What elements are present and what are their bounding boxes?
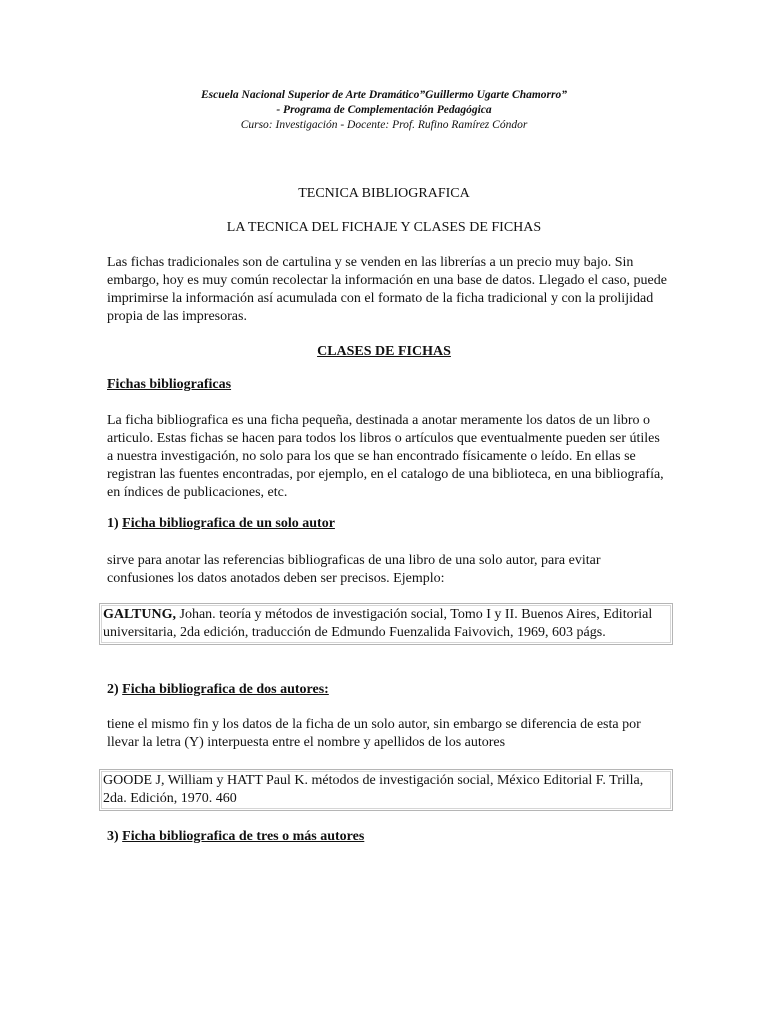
clases-heading: CLASES DE FICHAS [317,344,451,359]
fichas-heading [107,377,231,393]
section3-title: Ficha bibliografica de tres o más autores [122,829,365,844]
section1-title: Ficha bibliografica de un solo autor [122,516,335,531]
section1-example-author: GALTUNG, [103,607,177,622]
section3-number: 3) [107,829,119,844]
section1-example-box [99,603,673,645]
section2-example-text: GOODE J, William y HATT Paul K. métodos de investigación social, México Editorial F. Trilla, 2da. Edición, 1970. 460 [103,773,644,806]
section2-paragraph: tiene el mismo fin y los datos de la ficha de un solo autor, sin embargo se diferencia de esta por llevar la letra (Y) interpuesta entre el nombre y apellidos de los autores [107,717,641,750]
fichas-heading-text: Fichas bibliograficas [107,377,232,392]
fichas-paragraph: La ficha bibliografica es una ficha pequeña, destinada a anotar meramente los datos de un libro o articulo. Estas fichas se hacen para todos los libros o artículos que eventualmente pueden ser útiles a nuestra investigación, no solo para los que se han encontrado físicamente o leído. En ellas se registran las fuentes encontradas, por ejemplo, en el catalogo de una biblioteca, en una bibliografía, en índices de publicaciones, etc. [107,413,664,500]
section2-heading [107,682,329,698]
section1-example-text: Johan. teoría y métodos de investigación social, Tomo I y II. Buenos Aires, Editorial universitaria, 2da edición, traducción de Edmundo Fuenzalida Faivovich, 1969, 603 págs. [103,607,653,640]
section1-paragraph: sirve para anotar las referencias bibliograficas de una libro de una solo autor, para evitar confusiones los datos anotados deben ser precisos. Ejemplo: [107,553,601,586]
section2-number: 2) [107,682,119,697]
header-school-name: Escuela Nacional Superior de Arte Dramático”Guillermo Ugarte Chamorro” [200,89,567,101]
document-title: TECNICA BIBLIOGRAFICA [298,186,470,201]
intro-paragraph: Las fichas tradicionales son de cartulina y se venden en las librerías a un precio muy bajo. Sin embargo, hoy es muy común recolectar la información en una base de datos. Llegado el caso, puede imprimirse la información así acumulada con el formato de la ficha tradicional y con la prolijidad propia de las impresoras. [107,255,667,324]
section1-heading [107,516,335,532]
header-program: - Programa de Complementación Pedagógica [276,104,492,116]
section1-number: 1) [107,516,119,531]
institution-header [0,88,768,133]
document-subtitle: LA TECNICA DEL FICHAJE Y CLASES DE FICHAS [226,220,542,235]
header-course: Curso: Investigación - Docente: Prof. Rufino Ramírez Cóndor [240,119,528,131]
section2-title: Ficha bibliografica de dos autores: [122,682,329,697]
section3-heading [107,829,364,845]
section2-example-box [99,769,673,811]
